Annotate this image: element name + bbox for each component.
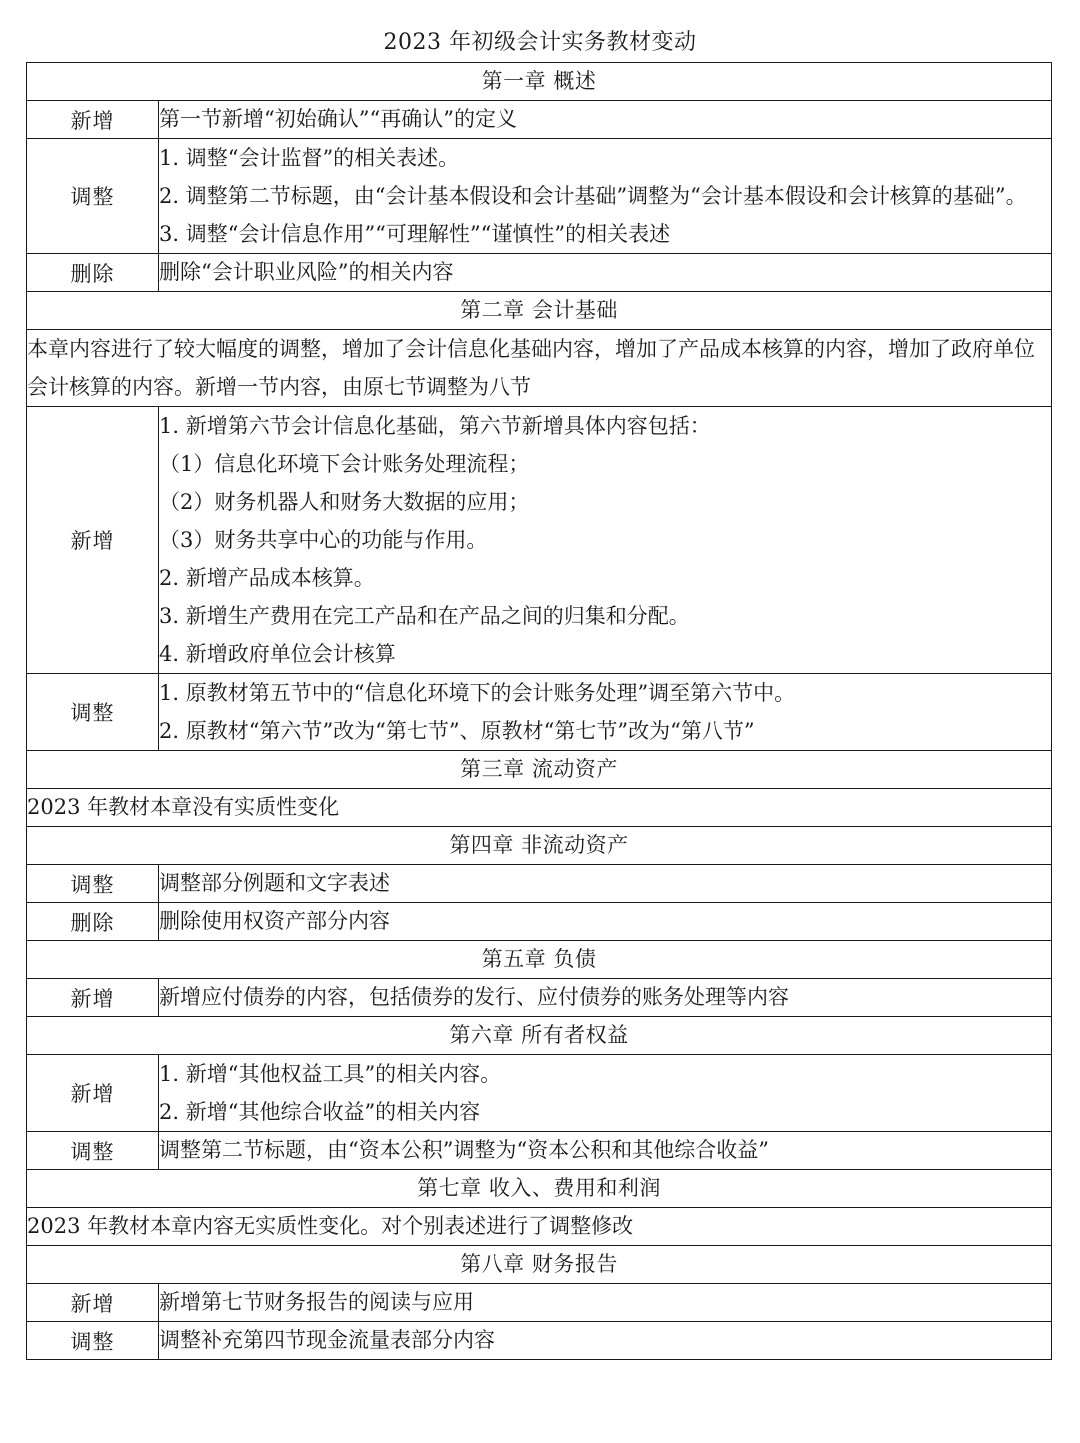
chapter-note-row bbox=[27, 1208, 1052, 1246]
table-row bbox=[27, 979, 1052, 1017]
chapter-note: 本章内容进行了较大幅度的调整，增加了会计信息化基础内容，增加了产品成本核算的内容，增加了政府单位会计核算的内容。新增一节内容，由原七节调整为八节 bbox=[27, 337, 1035, 399]
table-row bbox=[27, 1322, 1052, 1360]
chapter-heading: 第四章 非流动资产 bbox=[27, 827, 1052, 865]
row-line: 删除“会计职业风险”的相关内容 bbox=[159, 260, 454, 284]
row-line: 1. 原教材第五节中的“信息化环境下的会计账务处理”调至第六节中。 bbox=[159, 681, 796, 705]
row-label: 新增 bbox=[27, 1284, 159, 1322]
row-line: 2. 新增“其他综合收益”的相关内容 bbox=[159, 1100, 481, 1124]
row-line: 4. 新增政府单位会计核算 bbox=[159, 642, 396, 666]
row-label: 调整 bbox=[27, 1322, 159, 1360]
row-label: 调整 bbox=[27, 674, 159, 751]
chapter-heading-row bbox=[27, 941, 1052, 979]
chapter-heading-row bbox=[27, 751, 1052, 789]
row-line: 1. 调整“会计监督”的相关表述。 bbox=[159, 146, 460, 170]
chapter-heading: 第五章 负债 bbox=[27, 941, 1052, 979]
document-title: 2023 年初级会计实务教材变动 bbox=[383, 30, 697, 55]
chapter-note-row bbox=[27, 789, 1052, 827]
chapter-heading-row bbox=[27, 1017, 1052, 1055]
row-line: 2. 调整第二节标题，由“会计基本假设和会计基础”调整为“会计基本假设和会计核算的基础”。 bbox=[159, 184, 1027, 208]
row-line: 新增第七节财务报告的阅读与应用 bbox=[159, 1290, 474, 1314]
row-label: 新增 bbox=[27, 101, 159, 139]
row-line: （1）信息化环境下会计账务处理流程； bbox=[159, 452, 530, 476]
row-line: 新增应付债券的内容，包括债券的发行、应付债券的账务处理等内容 bbox=[159, 985, 789, 1009]
row-label: 新增 bbox=[27, 1055, 159, 1132]
table-row bbox=[27, 1055, 1052, 1132]
chapter-heading-row bbox=[27, 63, 1052, 101]
table-row bbox=[27, 139, 1052, 254]
row-label: 删除 bbox=[27, 254, 159, 292]
row-line: 第一节新增“初始确认”“再确认”的定义 bbox=[159, 107, 517, 131]
chapter-heading-row bbox=[27, 1246, 1052, 1284]
row-line: 3. 调整“会计信息作用”“可理解性”“谨慎性”的相关表述 bbox=[159, 222, 671, 246]
row-line: 1. 新增第六节会计信息化基础，第六节新增具体内容包括： bbox=[159, 414, 711, 438]
chapter-heading: 第八章 财务报告 bbox=[27, 1246, 1052, 1284]
chapter-heading: 第一章 概述 bbox=[27, 63, 1052, 101]
chapter-note: 2023 年教材本章内容无实质性变化。对个别表述进行了调整修改 bbox=[27, 1214, 634, 1238]
chapter-heading-row bbox=[27, 827, 1052, 865]
table-row bbox=[27, 903, 1052, 941]
table-row bbox=[27, 407, 1052, 674]
chapter-heading: 第六章 所有者权益 bbox=[27, 1017, 1052, 1055]
chapter-heading-row bbox=[27, 1170, 1052, 1208]
row-label: 调整 bbox=[27, 1132, 159, 1170]
row-line: 调整补充第四节现金流量表部分内容 bbox=[159, 1328, 495, 1352]
table-row bbox=[27, 674, 1052, 751]
table-row bbox=[27, 1132, 1052, 1170]
row-line: 2. 原教材“第六节”改为“第七节”、原教材“第七节”改为“第八节” bbox=[159, 719, 755, 743]
row-line: 调整部分例题和文字表述 bbox=[159, 871, 390, 895]
row-line: 1. 新增“其他权益工具”的相关内容。 bbox=[159, 1062, 502, 1086]
table-row bbox=[27, 101, 1052, 139]
row-line: 3. 新增生产费用在完工产品和在产品之间的归集和分配。 bbox=[159, 604, 690, 628]
row-label: 新增 bbox=[27, 979, 159, 1017]
table-row bbox=[27, 1284, 1052, 1322]
row-line: 删除使用权资产部分内容 bbox=[159, 909, 390, 933]
row-line: （2）财务机器人和财务大数据的应用； bbox=[159, 490, 530, 514]
chapter-heading: 第二章 会计基础 bbox=[27, 292, 1052, 330]
row-line: （3）财务共享中心的功能与作用。 bbox=[159, 528, 488, 552]
row-label: 调整 bbox=[27, 139, 159, 254]
chapter-heading: 第七章 收入、费用和利润 bbox=[27, 1170, 1052, 1208]
row-label: 调整 bbox=[27, 865, 159, 903]
row-line: 调整第二节标题，由“资本公积”调整为“资本公积和其他综合收益” bbox=[159, 1138, 769, 1162]
changes-table bbox=[26, 62, 1052, 1360]
chapter-heading: 第三章 流动资产 bbox=[27, 751, 1052, 789]
table-row bbox=[27, 865, 1052, 903]
row-label: 删除 bbox=[27, 903, 159, 941]
chapter-note: 2023 年教材本章没有实质性变化 bbox=[27, 795, 340, 819]
row-line: 2. 新增产品成本核算。 bbox=[159, 566, 375, 590]
chapter-note-row bbox=[27, 330, 1052, 407]
table-row bbox=[27, 254, 1052, 292]
row-label: 新增 bbox=[27, 407, 159, 674]
chapter-heading-row bbox=[27, 292, 1052, 330]
